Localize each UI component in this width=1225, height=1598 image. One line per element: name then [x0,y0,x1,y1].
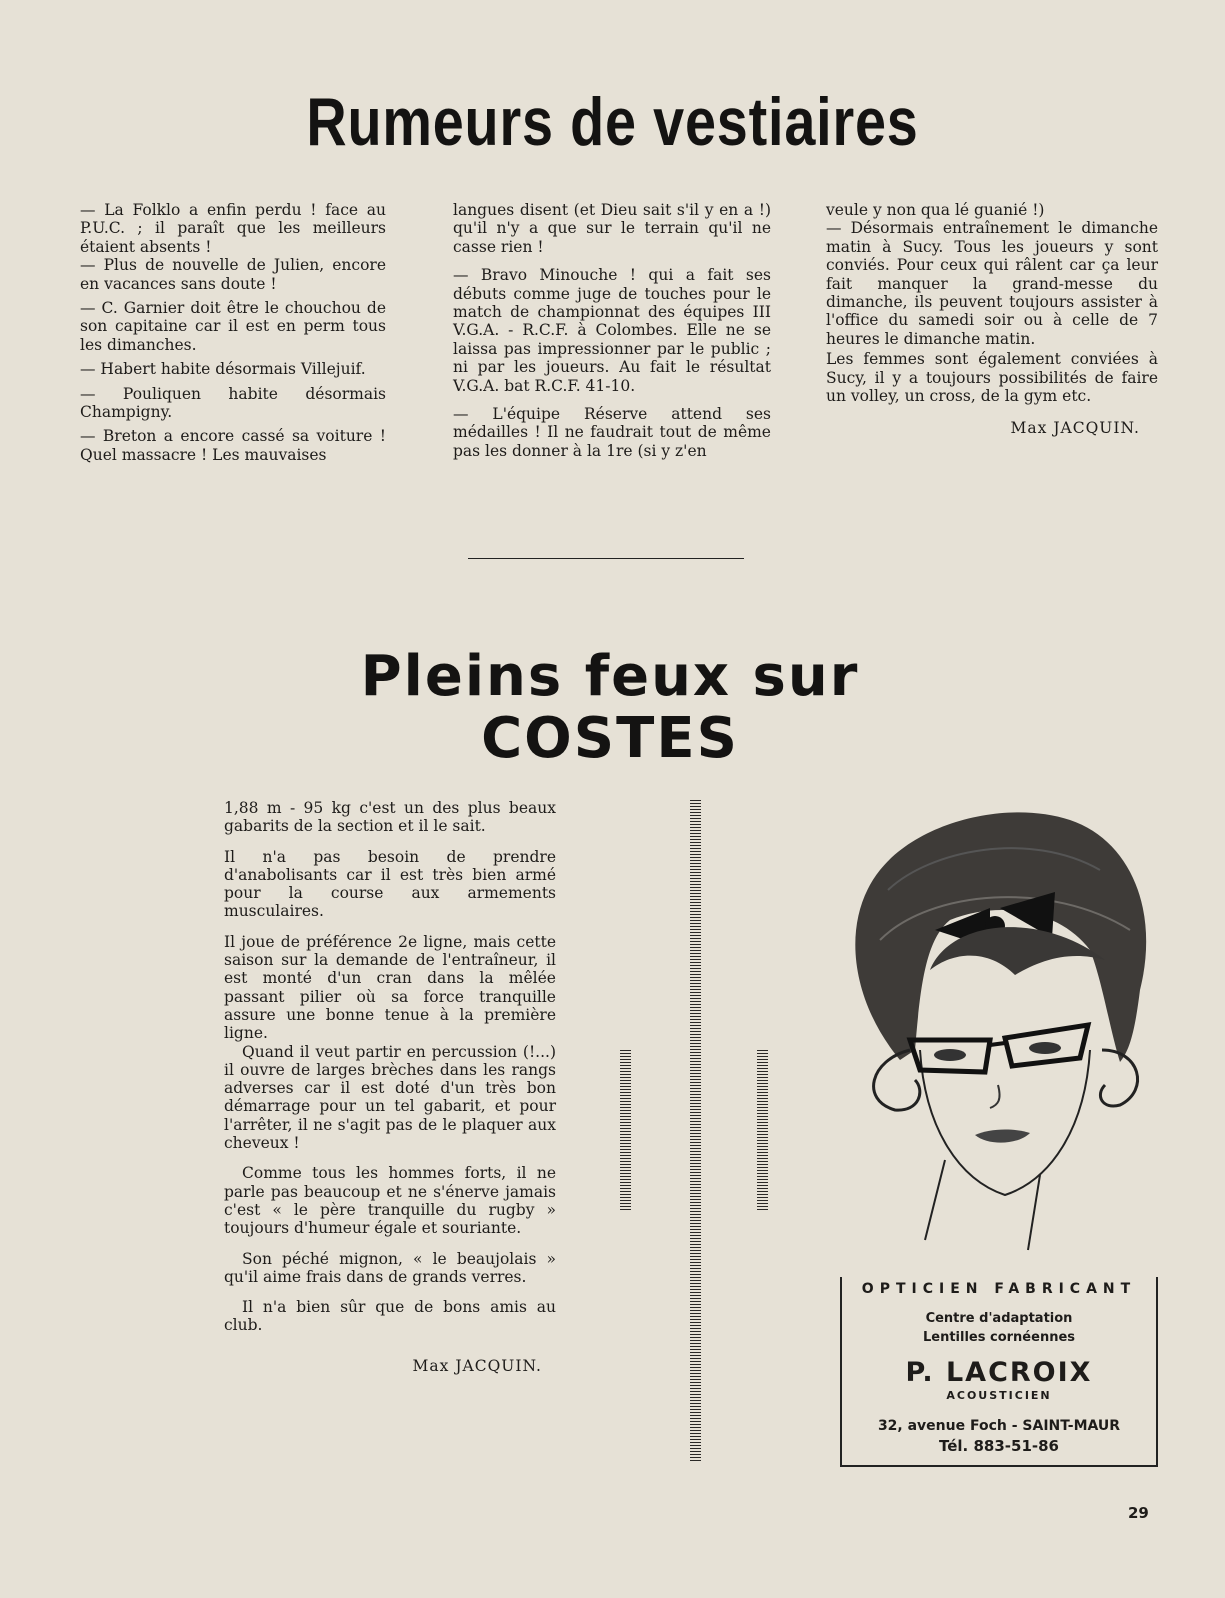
paragraph: Son péché mignon, « le beaujolais » qu'il aime frais dans de grands verres. [224,1249,556,1286]
advert-name: P. LACROIX [905,1357,1093,1388]
paragraph: Il joue de préférence 2e ligne, mais cette saison sur la demande de l'entraîneur, il est monté d'un cran dans la mêlée passant pilier où sa force tranquille assure une bonne tenue à la première ligne. [224,932,556,1043]
article2-title [200,646,1020,770]
paragraph: — Désormais entraînement le dimanche matin à Sucy. Tous les joueurs y sont conviés. Pour ceux qui râlent car ça leur fait manquer la grand-messe du dimanche, ils peuvent toujours assister à l'office du samedi soir ou à celle de 7 heures le dimanche matin. [826,219,1158,348]
article1-column-1 [80,201,386,464]
paragraph: — Habert habite désormais Villejuif. [80,360,366,379]
paragraph: — La Folklo a enfin perdu ! face au P.U.C. ; il paraît que les meilleurs étaient absents ! [80,201,386,256]
article2-title-line1: Pleins feux sur [360,644,860,709]
paragraph: — Plus de nouvelle de Julien, encore en vacances sans doute ! [80,256,386,293]
section-divider [468,558,744,559]
decorative-hatch-strip [690,800,701,1462]
paragraph: Comme tous les hommes forts, il ne parle pas beaucoup et ne s'énerve jamais c'est « le père tranquille du rugby » toujours d'humeur égale et souriante. [224,1164,556,1238]
article2-signature: Max JACQUIN. [412,1356,542,1375]
article1-signature: Max JACQUIN. [1010,419,1140,438]
paragraph: — Pouliquen habite désormais Champigny. [80,384,386,422]
paragraph: — L'équipe Réserve attend ses médailles ! Il ne faudrait tout de même pas les donner à la 1re (si y z'en [453,405,771,460]
paragraph: Les femmes sont également conviées à Sucy, il y a toujours possibilités de faire un volley, un cross, de la gym etc. [826,350,1158,406]
decorative-hatch-strip [620,1050,631,1212]
advert-line: Centre d'adaptation [925,1311,1073,1326]
paragraph: langues disent (et Dieu sait s'il y en a !) qu'il n'y a que sur le terrain qu'il ne casse rien ! [453,201,771,256]
paragraph: Il n'a pas besoin de prendre d'anabolisants car il est très bien armé pour la course aux armements musculaires. [224,847,556,921]
decorative-hatch-strip [757,1050,768,1212]
article1-title: Rumeurs de vestiaires [306,84,919,160]
advert-subtitle: ACOUSTICIEN [946,1389,1052,1402]
paragraph: — C. Garnier doit être le chouchou de son capitaine car il est en perm tous les dimanches. [80,299,386,354]
paragraph: — Breton a encore cassé sa voiture ! Quel massacre ! Les mauvaises [80,427,386,464]
advert-address: 32, avenue Foch - SAINT-MAUR [877,1418,1121,1434]
woman-with-glasses-illustration [840,800,1160,1280]
advert-line: Lentilles cornéennes [922,1330,1076,1345]
page-number: 29 [1128,1504,1149,1522]
article1-column-3 [826,201,1158,444]
paragraph: Quand il veut partir en percussion (!...) il ouvre de larges brèches dans les rangs adverses car il est doté d'un très bon démarrage pour un tel gabarit, et pour l'arrêter, il ne s'agit pas de le plaquer aux cheveux ! [224,1042,556,1153]
article2-body [224,799,556,1387]
article1-column-2 [453,201,771,460]
advert-header: OPTICIEN FABRICANT [861,1281,1137,1297]
article2-title-line2: COSTES [481,706,739,771]
paragraph: Il n'a bien sûr que de bons amis au club. [224,1298,556,1335]
paragraph: 1,88 m - 95 kg c'est un des plus beaux gabarits de la section et il le sait. [224,799,556,836]
paragraph: veule y non qua lé guanié !) [826,201,1045,219]
optician-advert [840,1277,1158,1467]
paragraph: — Bravo Minouche ! qui a fait ses débuts comme juge de touches pour le match de championnat des équipes III V.G.A. - R.C.F. à Colombes. Elle ne se laissa pas impressionner par le public ; ni par les joueurs. Au fait le résultat V.G.A. bat R.C.F. 41-10. [453,266,771,395]
advert-phone: Tél. 883-51-86 [939,1437,1059,1455]
